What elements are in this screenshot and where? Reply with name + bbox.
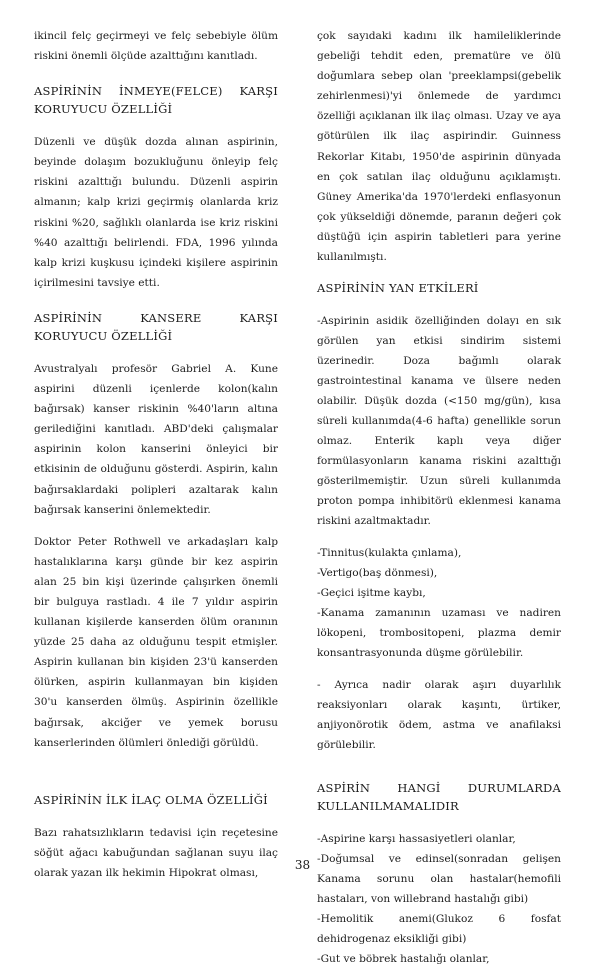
first-drug-paragraph: Bazı rahatsızlıkların tedavisi için reçetesine söğüt ağacı kabuğundan sağlanan suyu ilaç olarak yazan ilk hekimin Hipokrat olması, bbox=[34, 826, 278, 879]
side-effects-list-item: -Vertigo(baş dönmesi), bbox=[317, 567, 438, 580]
first-drug-heading: ASPİRİNİN İLK İLAÇ OLMA ÖZELLİĞİ bbox=[34, 792, 268, 807]
contraindication-list-item: -Hemolitik anemi(Glukoz 6 fosfat dehidrogenaz eksikliği gibi) bbox=[317, 913, 561, 946]
contraindication-list-item: -Aspirine karşı hassasiyetleri olanlar, bbox=[317, 833, 516, 846]
contraindication-list-item: -Doğumsal ve edinsel(sonradan gelişen Kanama sorunu olan hastalar(hemofili hastaları, von willebrand hastalığı gibi) bbox=[317, 853, 561, 906]
stroke-heading: ASPİRİNİN İNMEYE(FELCE) KARŞI KORUYUCU ÖZELLİĞİ bbox=[34, 84, 278, 117]
side-effects-list-item: -Geçici işitme kaybı, bbox=[317, 587, 426, 600]
contraindication-list-item: -Gut ve böbrek hastalığı olanlar, bbox=[317, 953, 490, 966]
side-effects-heading: ASPİRİNİN YAN ETKİLERİ bbox=[317, 281, 479, 296]
cancer-paragraph-2: Doktor Peter Rothwell ve arkadaşları kalp hastalıklarına karşı günde bir kez aspirin alan 25 bin kişi üzerinde çalışırken önemli bir bulguya rastladı. 4 ile 7 yıldır aspirin kullanan kişilerde kanserden ölüm oranının yüzde 25 daha az olduğunu tespit etmişler. Aspirin kullanan bin kişiden 23'ü kanserden ölürken, aspirin kullanmayan bin kişiden 30'u kanserden ölmüş. Aspirinin özellikle bağırsak, akciğer ve yemek borusu kanserlerinden ölümleri önlediği görüldü. bbox=[34, 535, 278, 749]
allergy-paragraph: - Ayrıca nadir olarak aşırı duyarlılık reaksiyonları olarak kaşıntı, ürtiker, anjiyonörotik ödem, astma ve anafilaksi görülebilir. bbox=[317, 679, 561, 752]
side-effects-list-item: -Tinnitus(kulakta çınlama), bbox=[317, 547, 462, 560]
contraindication-heading: ASPİRİN HANGİ DURUMLARDA KULLANILMAMALIDIR bbox=[317, 781, 561, 814]
page-number: 38 bbox=[294, 858, 311, 872]
bleeding-paragraph: -Kanama zamanının uzaması ve nadiren lökopeni, trombositopeni, plazma demir konsantrasyonunda düşme görülebilir. bbox=[317, 607, 561, 660]
cancer-paragraph-1: Avustralyalı profesör Gabriel A. Kune aspirini düzenli içenlerde kolon(kalın bağırsak) kanser riskinin %40'ların altına gerilediğini kanıtladı. ABD'deki çalışmalar aspirinin kolon kanserini önleyici bir etkisinin de olduğunu gösterdi. Aspirin, kalın bağırsaklardaki polipleri azaltarak kalın bağırsak kanserini önlemektedir. bbox=[34, 362, 278, 516]
left-column bbox=[34, 26, 278, 895]
cancer-heading: ASPİRİNİN KANSERE KARŞI KORUYUCU ÖZELLİĞİ bbox=[34, 310, 278, 343]
side-effects-paragraph: -Aspirinin asidik özelliğinden dolayı en sık görülen yan etkisi sindirim sistemi üzerinedir. Doza bağımlı olarak gastrointestinal kanama ve ülsere neden olabilir. Düşük dozda (<150 mg/gün), kısa süreli kullanımda(4-6 hafta) genellikle sorun olmaz. Enterik kaplı veya diğer formülasyonların kanama riskini azalttığı gösterilmemiştir. Uzun süreli kullanımda proton pompa inhibitörü eklenmesi kanama riskini azaltmaktadır. bbox=[317, 315, 561, 528]
continued-paragraph: çok sayıdaki kadını ilk hamileliklerinde gebeliği tehdit eden, prematüre ve ölü doğumlara sebep olan 'preeklampsi(gebelik zehirlenmesi)'yi önlemede de yardımcı özelliği açıklanan ilk ilaç olması. Uzay ve aya götürülen ilk ilaç aspirindir. Guinness Rekorlar Kitabı, 1950'de aspirinin dünyada en çok satılan ilaç olduğunu açıklamıştı. Güney Amerika'da 1970'lerdeki enflasyonun çok yükseldiği dönemde, paranın değeri çok düştüğü için aspirin tabletleri para yerine kullanılmıştı. bbox=[317, 30, 561, 264]
right-column bbox=[317, 26, 561, 969]
stroke-paragraph: Düzenli ve düşük dozda alınan aspirinin, beyinde dolaşım bozukluğunu önleyip felç riskini azalttığı bulundu. Düzenli aspirin almanın; kalp krizi geçirmiş olanlarda kriz riskini %20, sağlıklı olanlarda ise kriz riskini %40 azalttığı belirlendi. FDA, 1996 yılında kalp krizi kuşkusu içindeki kişilere aspirinin içirilmesini tavsiye etti. bbox=[34, 136, 278, 289]
intro-paragraph: ikincil felç geçirmeyi ve felç sebebiyle ölüm riskini önemli ölçüde azalttığını kanıtladı. bbox=[34, 30, 278, 63]
